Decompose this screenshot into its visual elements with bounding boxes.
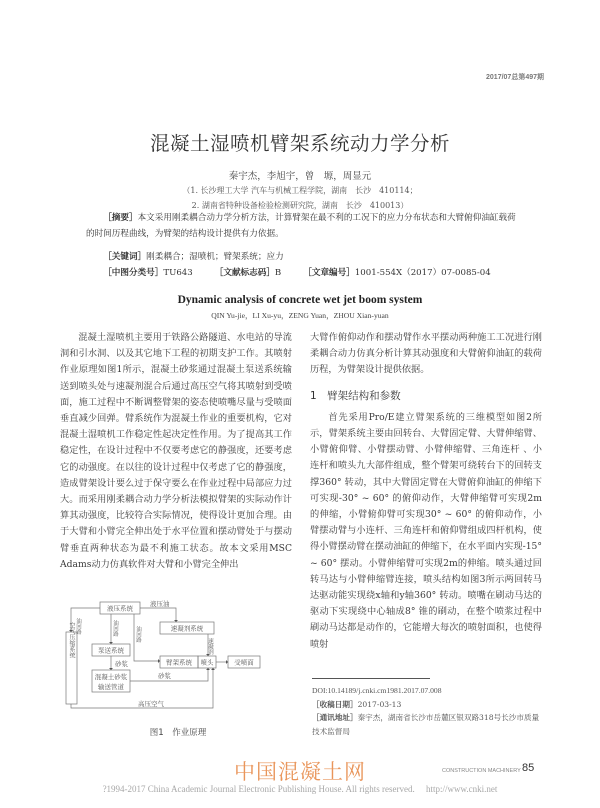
doc-code-label: ［文献标志码］ xyxy=(214,268,275,278)
article-number-label: ［文章编号］ xyxy=(303,268,355,278)
english-title: Dynamic analysis of concrete wet jet boom system xyxy=(177,294,423,306)
label-hp-air: 高压空气 xyxy=(138,700,164,708)
received-value: 2017-03-13 xyxy=(357,699,402,709)
label-oil: 液压油 xyxy=(150,600,170,608)
box-air-compressor-label: 空气压缩系统 xyxy=(68,622,75,658)
box-mortar-pipe-label-2: 输送管道 xyxy=(98,683,124,691)
label-return-2: 油回路 xyxy=(112,620,118,637)
watermark: 中国混凝土网 xyxy=(234,760,366,784)
box-accelerator-label: 速凝剂系统 xyxy=(170,624,204,633)
address-label: ［通讯地址］ xyxy=(312,713,358,722)
label-mortar-2: 砂浆 xyxy=(158,672,171,680)
clc-value: TU643 xyxy=(163,268,193,278)
label-return-1: 油回路 xyxy=(75,618,81,635)
received-date xyxy=(312,698,544,712)
label-return-3: 油回路 xyxy=(135,626,141,643)
keywords-label: ［关键词］ xyxy=(103,252,147,262)
section-1-heading: 1 臂架结构和参数 xyxy=(310,389,401,402)
paper-title: 混凝土湿喷机臂架系统动力学分析 xyxy=(149,132,450,155)
box-pump-label: 泵送系统 xyxy=(98,646,124,655)
affiliation-1: （1. 长沙理工大学 汽车与机械工程学院，湖南 长沙 410114； xyxy=(182,186,418,195)
footnote-divider xyxy=(312,678,430,679)
label-mortar-1: 砂浆 xyxy=(115,660,128,668)
figure-1-caption: 图1 作业原理 xyxy=(149,728,207,738)
keywords-text: 刚柔耦合；湿喷机；臂架系统；应力 xyxy=(146,252,284,262)
copyright-notice: ?1994-2017 China Academic Journal Electronic Publishing House. All rights reserved. http://www.cnki.net xyxy=(102,784,498,794)
abstract xyxy=(86,210,518,242)
received-label: ［收稿日期］ xyxy=(312,699,358,709)
english-authors: QIN Yu-jie，LI Xu-yu，ZENG Yuan，ZHOU Xian-yuan xyxy=(211,311,389,320)
authors: 秦宇杰，李旭宇，曾 塬，周显元 xyxy=(228,171,372,182)
issue-number: 2017/07总第497期 xyxy=(486,74,544,81)
keywords xyxy=(86,250,526,262)
journal-name: CONSTRUCTION MACHINERY xyxy=(442,768,521,774)
footnotes xyxy=(312,684,544,738)
classification-line xyxy=(86,266,526,278)
label-accelerant: 速凝剂 xyxy=(207,638,213,655)
body-right-column xyxy=(310,330,542,653)
abstract-text: 本文采用刚柔耦合动力学分析方法，计算臂架在最不利的工况下的应力分布状态和大臂俯仰油缸载荷的时间历程曲线，为臂架的结构设计提供有力依据。 xyxy=(86,213,516,239)
body-left-column: 混凝土湿喷机主要用于铁路公路隧道、水电站的导流洞和引水洞、以及其它地下工程的初期支护工作。其喷射作业原理如图1所示，混凝土砂浆通过混凝土泵送系统输送到喷头处与速凝剂混合后通过高压空气将其喷射到受喷面，施工过程中不断调整臂架的姿态使喷嘴尽量与受喷面垂直减少回弹。臂系统作为混凝土作业的重要机构，它对混凝土湿喷机工作稳定性起决定性作用。为了提高其工作稳定性，在设计过程中不仅要考虑它的静强度，还要考虑它的动强度。在以往的设计过程中仅考虑了它的静强度，造成臂架设计要么过于保守要么在作业过程中局部应力过大。而采用刚柔耦合动力学分析法模拟臂架的实际动作计算其动强度，比较符合实际情况，使得设计更加合理。由于大臂和小臂完全伸出处于水平位置和摆动臂处于与摆动臂垂直两种状态为最不利施工状态。故本文采用MSC Adams动力仿真软件对大臂和小臂完全伸出 xyxy=(60,332,292,570)
clc-label: ［中图分类号］ xyxy=(103,268,164,278)
article-number-value: 1001-554X（2017）07-0085-04 xyxy=(354,268,491,278)
figure-1-diagram xyxy=(58,598,298,716)
box-hydraulic-label: 液压系统 xyxy=(107,604,133,613)
doi: DOI:10.14189/j.cnki.cm1981.2017.07.008 xyxy=(312,686,442,695)
body-right-continuation: 大臂作俯仰动作和摆动臂作水平摆动两种施工工况进行刚柔耦合动力仿真分析计算其动强度和大臂俯仰油缸的载荷历程，为臂架设计提供依据。 xyxy=(310,332,542,376)
abstract-label: ［摘要］ xyxy=(103,213,138,223)
line-oil xyxy=(140,608,176,622)
box-mortar-pipe-label-1: 混凝土砂浆 xyxy=(94,673,128,681)
address-value: 秦宇杰，湖南省长沙市岳麓区银双路318号长沙市质量技术监督局 xyxy=(312,713,540,736)
section-1-text: 首先采用Pro/E建立臂架系统的三维模型如图2所示，臂架系统主要由回转台、大臂固定臂、大臂伸缩臂、小臂俯仰臂、小臂摆动臂、小臂伸缩臂、三角连杆 、小连杆和喷头九大部件组成，整个臂架可绕转台下的回转支撑360° 转动，其中大臂固定臂在大臂俯仰油缸的伸缩下可实现-30° ~ 60° 的俯仰动作，大臂伸缩臂可实现2m的伸缩，小臂俯仰臂可实现30° ~ 60° 的俯仰动作，小臂摆动臂与小连杆、三角连杆和俯仰臂组成四杆机构，使得小臂摆动臂在摆动油缸的伸缩下，在水平面内实现-15° ~ 60° 摆动。小臂伸缩臂可实现2m的伸缩。喷头通过回转马达与小臂伸缩臂连接，喷头结构如图3所示两回转马达驱动能实现绕x轴和y轴360° 转动。喷嘴在刷动马达的驱动下实现绕中心轴成8° 锥的刷动，在整个喷浆过程中刷动马达都是动作的，它能增大每次的喷射面积，也使得喷射 xyxy=(310,411,542,650)
page-number: 85 xyxy=(522,762,535,774)
affiliation-2: 2. 湖南省特种设备检验检测研究院，湖南 长沙 410013） xyxy=(191,201,409,210)
doc-code-value: B xyxy=(274,268,282,278)
box-surface-label: 受喷面 xyxy=(234,658,254,667)
box-boom-label: 臂架系统 xyxy=(166,658,192,667)
box-nozzle-label: 喷头 xyxy=(200,658,214,667)
correspondence-address xyxy=(312,711,544,738)
